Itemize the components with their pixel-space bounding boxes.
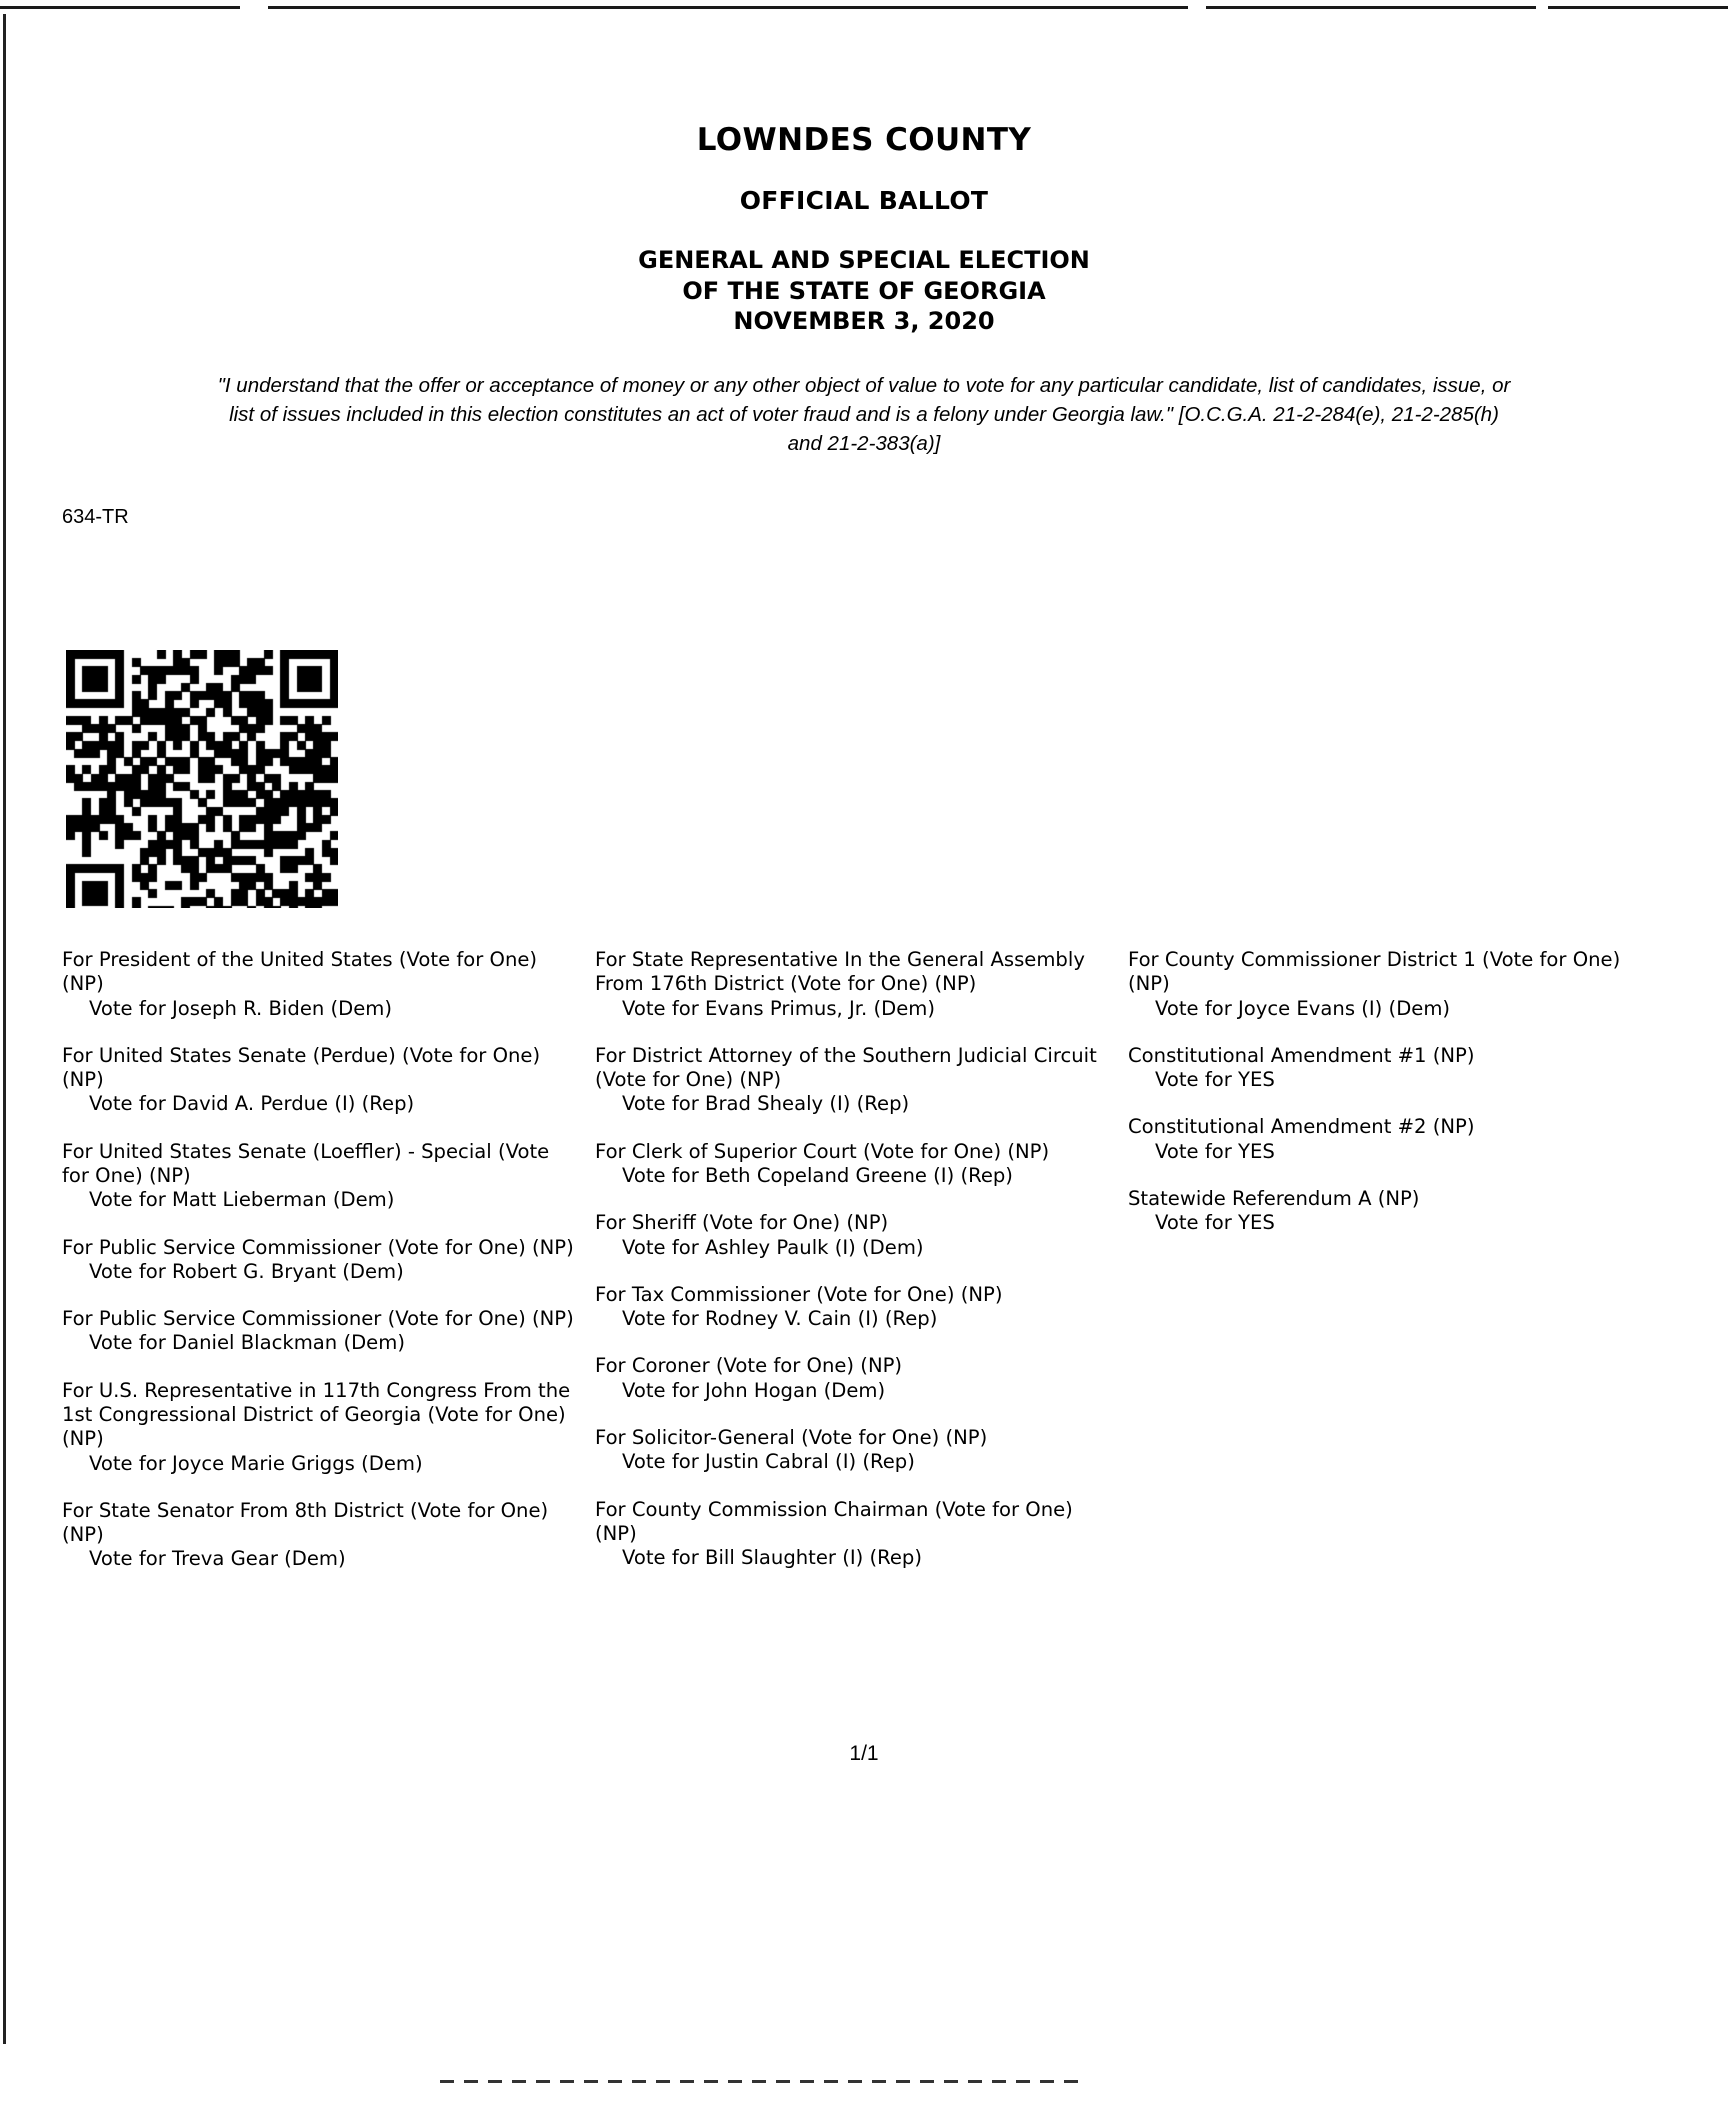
qr-code-image	[66, 650, 338, 908]
contest-title: For Clerk of Superior Court (Vote for One) (NP)	[595, 1139, 1050, 1163]
contest-title: For State Senator From 8th District (Vote for One) (NP)	[62, 1498, 549, 1547]
contest-selection: Vote for Ashley Paulk (I) (Dem)	[622, 1235, 924, 1259]
contest-selection: Vote for Treva Gear (Dem)	[89, 1547, 346, 1571]
contest-block	[595, 948, 1114, 1021]
contest-title: For Solicitor-General (Vote for One) (NP)	[595, 1425, 988, 1449]
contest-block	[595, 1211, 1114, 1260]
contest-title: For U.S. Representative in 117th Congress From the 1st Congressional District of Georgia (Vote for One) (NP)	[62, 1378, 571, 1451]
contest-title: For Coroner (Vote for One) (NP)	[595, 1354, 903, 1378]
contest-selection: Vote for Evans Primus, Jr. (Dem)	[622, 996, 935, 1020]
contest-selection: Vote for Rodney V. Cain (I) (Rep)	[622, 1307, 938, 1331]
contest-block	[595, 1283, 1114, 1332]
ballot-official-title: OFFICIAL BALLOT	[739, 186, 989, 215]
contest-title: For Sheriff (Vote for One) (NP)	[595, 1211, 889, 1235]
contest-block	[1128, 1187, 1647, 1236]
contest-title: For President of the United States (Vote for One) (NP)	[62, 948, 538, 996]
contest-block	[595, 1426, 1114, 1475]
contest-column	[1128, 948, 1661, 1595]
election-date: NOVEMBER 3, 2020	[733, 307, 995, 336]
contest-selection: Vote for Robert G. Bryant (Dem)	[89, 1259, 404, 1283]
contest-selection: Vote for Joseph R. Biden (Dem)	[89, 996, 393, 1020]
contest-selection: Vote for John Hogan (Dem)	[622, 1378, 886, 1402]
contest-columns	[62, 948, 1662, 1595]
contest-block	[595, 1044, 1114, 1117]
contest-title: For County Commission Chairman (Vote for One) (NP)	[595, 1497, 1073, 1545]
contest-selection: Vote for YES	[1155, 1068, 1275, 1092]
contest-selection: Vote for Daniel Blackman (Dem)	[89, 1331, 405, 1355]
contest-selection: Vote for Justin Cabral (I) (Rep)	[622, 1450, 915, 1474]
contest-title: For Public Service Commissioner (Vote for One) (NP)	[62, 1235, 574, 1259]
contest-column	[595, 948, 1128, 1595]
contest-title: For United States Senate (Loeffler) - Special (Vote for One) (NP)	[62, 1139, 550, 1187]
voter-oath-text: "I understand that the offer or acceptance of money or any other object of value to vote for any particular candidate, list of candidates, issue, or list of issues included in this election constitutes an act of voter fraud and is a felony under Georgia law." [O.C.G.A. 21-2-284(e), 21-2-285(h) and 21-2-383(a)]	[217, 374, 1511, 456]
contest-block	[62, 1307, 581, 1356]
contest-block	[1128, 1044, 1647, 1093]
page-number: 1/1	[849, 1742, 879, 1765]
contest-selection: Vote for Joyce Marie Griggs (Dem)	[89, 1451, 423, 1475]
contest-title: For United States Senate (Perdue) (Vote for One) (NP)	[62, 1043, 541, 1092]
contest-block	[62, 1379, 581, 1476]
contest-selection: Vote for David A. Perdue (I) (Rep)	[89, 1092, 415, 1116]
contest-selection: Vote for YES	[1155, 1139, 1275, 1163]
contest-block	[595, 1354, 1114, 1403]
contest-block	[62, 1140, 581, 1213]
ballot-county-title: LOWNDES COUNTY	[696, 122, 1032, 158]
contest-title: For Public Service Commissioner (Vote for One) (NP)	[62, 1307, 574, 1331]
contest-selection: Vote for Brad Shealy (I) (Rep)	[622, 1092, 910, 1116]
contest-selection: Vote for Bill Slaughter (I) (Rep)	[622, 1546, 922, 1570]
contest-title: Constitutional Amendment #2 (NP)	[1128, 1115, 1475, 1139]
contest-selection: Vote for Beth Copeland Greene (I) (Rep)	[622, 1163, 1013, 1187]
scan-edge-bottom	[440, 2080, 1080, 2083]
contest-block	[62, 1044, 581, 1117]
contest-column	[62, 948, 595, 1595]
contest-selection: Vote for Matt Lieberman (Dem)	[89, 1188, 395, 1212]
contest-block	[62, 1499, 581, 1572]
contest-block	[1128, 948, 1647, 1021]
contest-title: For District Attorney of the Southern Judicial Circuit (Vote for One) (NP)	[595, 1043, 1097, 1092]
ballot-election-title	[0, 245, 1728, 337]
contest-block	[62, 1236, 581, 1285]
contest-block	[595, 1498, 1114, 1571]
contest-block	[1128, 1115, 1647, 1164]
election-line-1: GENERAL AND SPECIAL ELECTION	[638, 246, 1090, 274]
election-line-2: OF THE STATE OF GEORGIA	[682, 276, 1046, 305]
contest-title: For State Representative In the General Assembly From 176th District (Vote for One) (NP)	[595, 948, 1085, 996]
contest-block	[62, 948, 581, 1021]
contest-selection: Vote for Joyce Evans (I) (Dem)	[1155, 996, 1451, 1020]
contest-title: Constitutional Amendment #1 (NP)	[1128, 1043, 1475, 1067]
contest-title: For County Commissioner District 1 (Vote for One) (NP)	[1128, 948, 1621, 996]
ballot-id-label: 634-TR	[62, 506, 129, 529]
contest-title: Statewide Referendum A (NP)	[1128, 1186, 1420, 1210]
contest-title: For Tax Commissioner (Vote for One) (NP)	[595, 1282, 1003, 1306]
contest-selection: Vote for YES	[1155, 1211, 1275, 1235]
contest-block	[595, 1140, 1114, 1189]
